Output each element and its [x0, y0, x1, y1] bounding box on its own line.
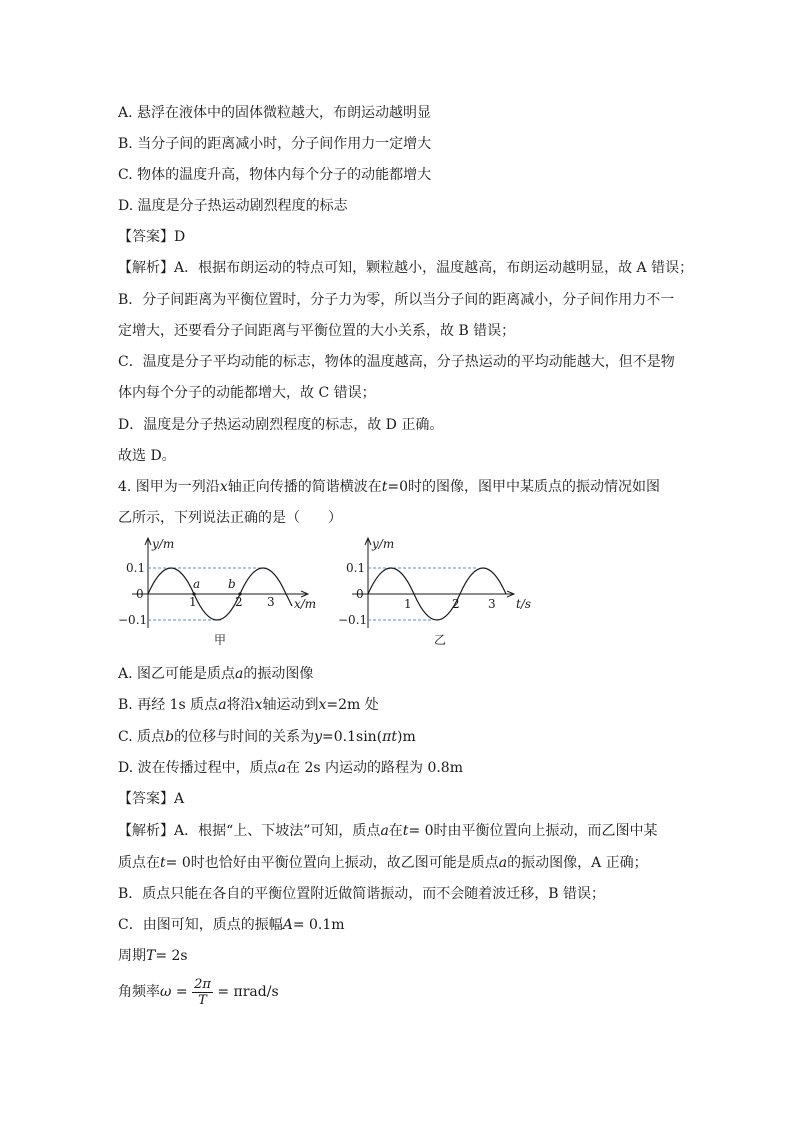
graph-caption: 甲	[214, 633, 227, 647]
q4-analysis-a2	[118, 854, 648, 872]
q4-analysis-c	[118, 916, 345, 934]
option-text: =2m 处	[326, 697, 379, 713]
y-axis-label: y/m	[152, 537, 175, 551]
var-t: t	[160, 855, 166, 871]
option-text: B. 再经 1s 质点	[118, 697, 219, 713]
analysis-text: C．由图可知，质点的振幅	[118, 917, 283, 933]
q3-option-b: B. 当分子间的距离减小时，分子间作用力一定增大	[118, 136, 432, 152]
x-tick-2: 2	[235, 595, 243, 609]
period-text: = 2s	[155, 948, 188, 964]
q3-option-a: A. 悬浮在液体中的固体微粒越大，布朗运动越明显	[118, 105, 432, 121]
analysis-label: 【解析】	[118, 823, 174, 839]
var-t: t	[381, 479, 388, 495]
y-tick-bottom: −0.1	[338, 613, 368, 627]
x-tick-2: 2	[452, 597, 460, 611]
wave-graph-jia	[118, 536, 330, 648]
q4-stem-line2: 乙所示，下列说法正确的是（ ）	[118, 510, 342, 526]
analysis-text: A．根据布朗运动的特点可知，颗粒越小，温度越高，布朗运动越明显，故 A 错误；	[174, 260, 694, 276]
option-text: 的振动图像	[243, 666, 314, 682]
x-tick-1: 1	[189, 595, 197, 609]
q3-option-d: D. 温度是分子热运动剧烈程度的标志	[118, 198, 348, 214]
x-tick-3: 3	[488, 597, 496, 611]
y-tick-zero: 0	[136, 587, 144, 601]
q4-option-a	[118, 665, 313, 683]
var-a: a	[380, 823, 389, 839]
q3-analysis-c2: 体内每个分子的动能都增大，故 C 错误；	[118, 385, 376, 401]
analysis-text: A．根据“上、下坡法”可知，质点	[174, 823, 381, 839]
x-tick-1: 1	[404, 597, 412, 611]
graph-caption: 乙	[434, 633, 447, 647]
analysis-text: = 0时也恰好由平衡位置向上振动，故乙图可能是质点	[165, 855, 499, 871]
q4-answer: 【答案】A	[118, 791, 185, 807]
var-pi-t: πt	[382, 729, 397, 745]
q3-analysis-d: D．温度是分子热运动剧烈程度的标志，故 D 正确。	[118, 417, 444, 433]
var-a: a	[218, 697, 227, 713]
option-text: 将沿	[226, 697, 255, 713]
q4-option-c	[118, 728, 416, 746]
y-axis-label: y/m	[372, 537, 395, 551]
x-tick-3: 3	[267, 595, 275, 609]
var-a: a	[235, 666, 244, 682]
q3-analysis-b1: B．分子间距离为平衡位置时，分子力为零，所以当分子间的距离减小，分子间作用力不一	[118, 292, 675, 308]
option-text: D. 波在传播过程中，质点	[118, 760, 278, 776]
var-amplitude: A	[282, 917, 293, 933]
option-text: =0.1sin(	[322, 729, 383, 745]
var-x: x	[254, 697, 263, 713]
y-tick-zero: 0	[356, 587, 364, 601]
omega-text: = πrad/s	[212, 984, 279, 1000]
q4-option-b	[118, 696, 379, 714]
analysis-text: 的振动图像，A 正确；	[507, 855, 648, 871]
y-tick-top: 0.1	[126, 561, 146, 575]
var-a: a	[277, 760, 286, 776]
y-tick-bottom: −0.1	[118, 613, 148, 627]
y-tick-top: 0.1	[346, 561, 366, 575]
stem-text: =0时的图像，图甲中某质点的振动情况如图	[387, 479, 660, 495]
var-x: x	[318, 697, 327, 713]
analysis-text: 在	[388, 823, 403, 839]
point-b-label: b	[228, 577, 236, 591]
q3-analysis-a	[118, 259, 693, 277]
var-t: t	[402, 823, 409, 839]
period-text: 周期	[118, 948, 146, 964]
q3-option-c: C. 物体的温度升高，物体内每个分子的动能都增大	[118, 167, 432, 183]
option-text: )m	[396, 729, 416, 745]
omega-fraction	[192, 977, 213, 1008]
option-text: 在 2s 内运动的路程为 0.8m	[286, 760, 463, 776]
stem-text: 轴正向传播的简谐横波在	[227, 479, 382, 495]
vibration-graph-yi	[338, 536, 538, 648]
q3-choose: 故选 D。	[118, 448, 176, 464]
analysis-label: 【解析】	[118, 260, 174, 276]
x-axis-label: x/m	[294, 597, 317, 611]
analysis-text: = 0时由平衡位置向上振动，而乙图中某	[408, 823, 658, 839]
option-text: C. 质点	[118, 729, 166, 745]
omega-text: 角频率	[118, 984, 160, 1000]
q4-option-d	[118, 759, 463, 777]
stem-text: 4. 图甲为一列沿	[118, 479, 220, 495]
option-text: 轴运动到	[262, 697, 319, 713]
q3-analysis-b2: 定增大，还要看分子间距离与平衡位置的大小关系，故 B 错误；	[118, 323, 516, 339]
analysis-text: 质点在	[118, 855, 160, 871]
var-omega: ω	[160, 984, 172, 1000]
var-a: a	[498, 855, 508, 871]
var-x: x	[219, 479, 228, 495]
analysis-text: = 0.1m	[292, 917, 345, 933]
q4-angular-frequency	[118, 976, 279, 1008]
q4-period	[118, 947, 188, 965]
var-period: T	[146, 948, 156, 964]
point-a-label: a	[193, 577, 201, 591]
fraction-denominator: T	[198, 992, 207, 1008]
q4-analysis-a1	[118, 822, 658, 840]
var-b: b	[165, 729, 175, 745]
option-text: 的位移与时间的关系为	[174, 729, 315, 745]
q3-answer: 【答案】D	[118, 229, 186, 245]
var-y: y	[314, 729, 323, 745]
option-text: A. 图乙可能是质点	[118, 666, 236, 682]
q4-analysis-b: B．质点只能在各自的平衡位置附近做简谐振动，而不会随着波迁移，B 错误；	[118, 886, 606, 902]
wave-curve-tail	[286, 594, 292, 606]
x-axis-label: t/s	[516, 597, 532, 611]
equals-sign: =	[171, 984, 193, 1000]
fraction-numerator: 2π	[194, 976, 211, 992]
q3-analysis-c1: C．温度是分子平均动能的标志，物体的温度越高，分子热运动的平均动能越大，但不是物	[118, 354, 675, 370]
q4-stem-line1	[118, 478, 660, 496]
